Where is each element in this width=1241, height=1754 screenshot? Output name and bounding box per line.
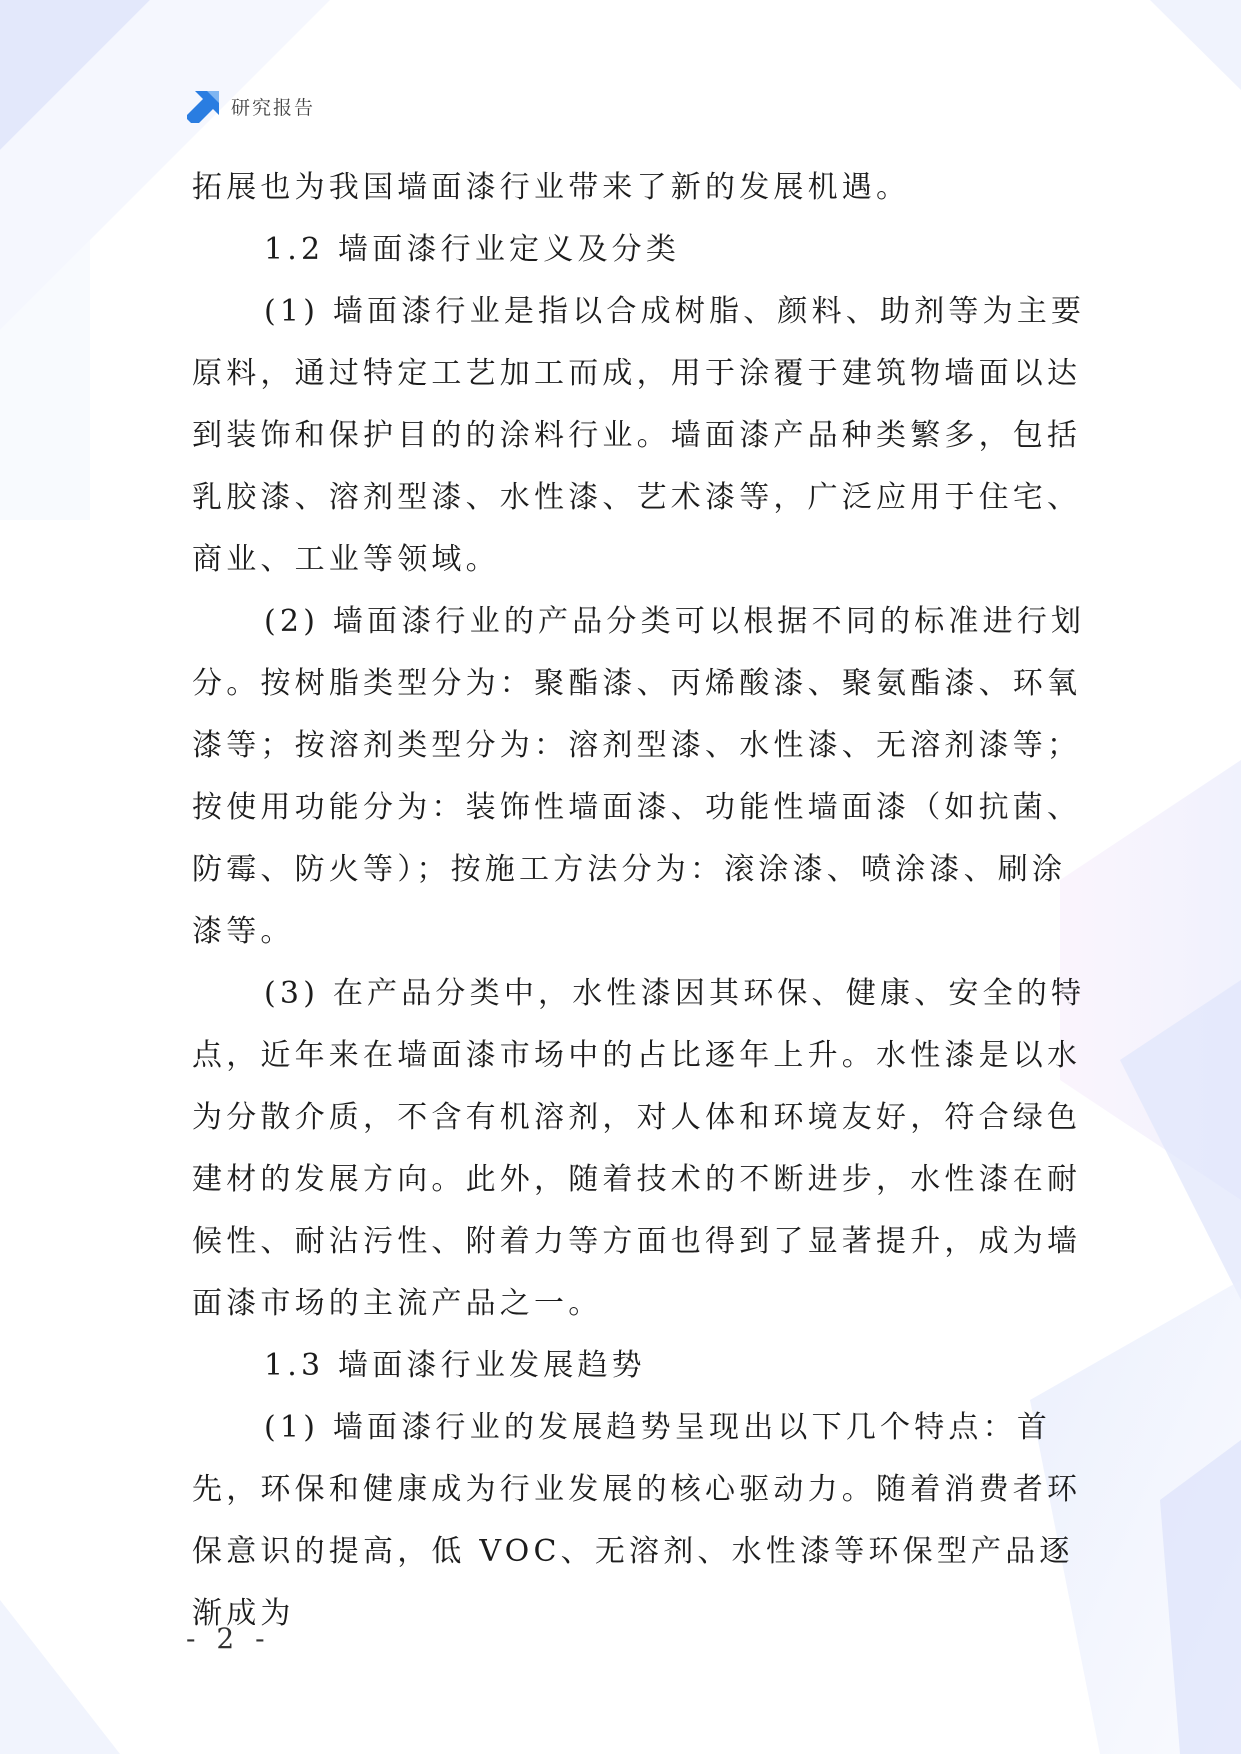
section-heading-1-3: 1.3 墙面漆行业发展趋势 <box>264 1348 646 1383</box>
paragraph-continuation: 拓展也为我国墙面漆行业带来了新的发展机遇。 <box>192 170 911 205</box>
page-number: - 2 - <box>186 1622 271 1655</box>
paragraph-4: (1) 墙面漆行业的发展趋势呈现出以下几个特点：首先，环保和健康成为行业发展的核心驱动力。随着消费者环保意识的提高，低 VOC、无溶剂、水性漆等环保型产品逐渐成为 <box>192 1410 1082 1631</box>
paragraph-2: (2) 墙面漆行业的产品分类可以根据不同的标准进行划分。按树脂类型分为：聚酯漆、丙烯酸漆、聚氨酯漆、环氧漆等；按溶剂类型分为：溶剂型漆、水性漆、无溶剂漆等；按使用功能分为：装饰性墙面漆、功能性墙面漆（如抗菌、防霉、防火等）；按施工方法分为：滚涂漆、喷涂漆、刷涂漆等。 <box>192 604 1086 949</box>
paragraph-1: (1) 墙面漆行业是指以合成树脂、颜料、助剂等为主要原料，通过特定工艺加工而成，用于涂覆于建筑物墙面以达到装饰和保护目的的涂料行业。墙面漆产品种类繁多，包括乳胶漆、溶剂型漆、水性漆、艺术漆等，广泛应用于住宅、商业、工业等领域。 <box>192 294 1086 577</box>
report-header <box>187 88 315 124</box>
arrow-logo-icon <box>187 89 221 123</box>
paragraph-3: (3) 在产品分类中，水性漆因其环保、健康、安全的特点，近年来在墙面漆市场中的占比逐年上升。水性漆是以水为分散介质，不含有机溶剂，对人体和环境友好，符合绿色建材的发展方向。此外，随着技术的不断进步，水性漆在耐候性、耐沾污性、附着力等方面也得到了显著提升，成为墙面漆市场的主流产品之一。 <box>192 976 1086 1321</box>
document-body <box>192 157 1092 1645</box>
header-title: 研究报告 <box>231 96 316 119</box>
section-heading-1-2: 1.2 墙面漆行业定义及分类 <box>264 232 681 267</box>
